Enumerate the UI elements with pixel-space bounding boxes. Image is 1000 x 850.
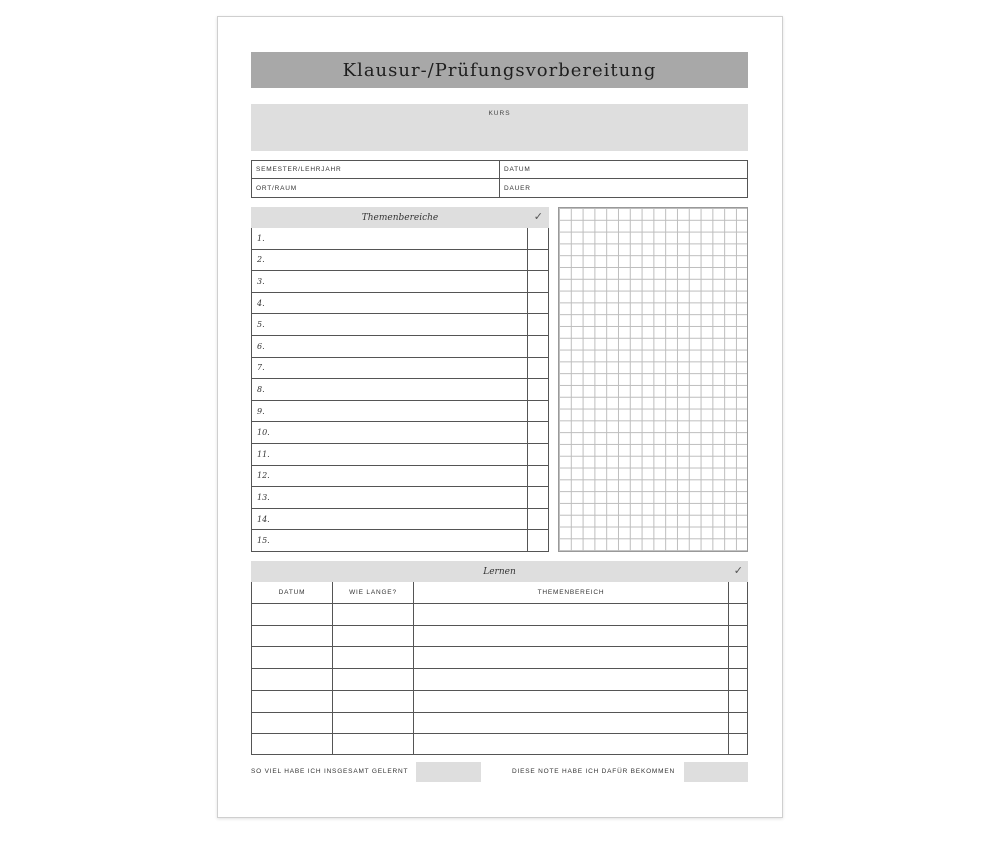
topic-number: 8. <box>257 384 265 394</box>
dauer-field[interactable] <box>500 179 747 197</box>
lernen-header-label: Lernen <box>483 566 516 577</box>
lernen-header <box>251 561 748 582</box>
topics-header <box>251 207 549 228</box>
table-row-divider <box>252 603 747 604</box>
topic-row[interactable] <box>252 336 527 358</box>
topic-row[interactable] <box>252 401 527 423</box>
topic-checkbox[interactable] <box>527 271 549 293</box>
page-title <box>251 52 748 88</box>
topic-row[interactable] <box>252 530 527 552</box>
topic-checkbox[interactable] <box>527 314 549 336</box>
topic-checkbox[interactable] <box>527 466 549 488</box>
topic-row[interactable] <box>252 314 527 336</box>
dauer-label: DAUER <box>504 184 531 192</box>
table-row-divider <box>252 690 747 691</box>
topic-checkbox[interactable] <box>527 422 549 444</box>
kurs-field[interactable] <box>251 104 748 151</box>
topic-number: 5. <box>257 320 265 330</box>
topic-row[interactable] <box>252 271 527 293</box>
topic-checkbox[interactable] <box>527 487 549 509</box>
table-row-divider <box>252 625 747 626</box>
topic-row[interactable] <box>252 228 527 250</box>
topic-row[interactable] <box>252 379 527 401</box>
topic-row[interactable] <box>252 509 527 531</box>
meta-table <box>251 160 748 198</box>
topic-row[interactable] <box>252 250 527 272</box>
semester-field[interactable] <box>252 161 500 179</box>
table-row-divider <box>252 668 747 669</box>
table-row-divider <box>252 712 747 713</box>
datum-label: DATUM <box>504 166 531 173</box>
grade-label-text: DIESE NOTE HABE ICH DAFÜR BEKOMMEN <box>512 768 675 775</box>
topic-checkbox[interactable] <box>527 401 549 423</box>
kurs-label: KURS <box>488 110 511 117</box>
topic-number: 7. <box>257 363 265 373</box>
topic-number: 6. <box>257 341 265 351</box>
ort-label: ORT/RAUM <box>256 184 297 192</box>
topics-header-label: Themenbereiche <box>361 212 439 223</box>
topic-checkbox[interactable] <box>527 358 549 380</box>
checkmark-icon: ✓ <box>733 564 743 577</box>
grade-label <box>512 768 675 775</box>
topic-number: 11. <box>257 449 270 459</box>
topic-checkbox[interactable] <box>527 444 549 466</box>
datum-field[interactable] <box>500 161 747 179</box>
topic-checkbox[interactable] <box>527 293 549 315</box>
column-header-themenbereich <box>414 582 728 603</box>
topic-number: 3. <box>257 276 265 286</box>
topic-number: 10. <box>257 428 270 438</box>
total-time-label <box>251 768 408 775</box>
topic-number: 13. <box>257 492 270 502</box>
topic-number: 9. <box>257 406 265 416</box>
total-time-label-text: SO VIEL HABE ICH INSGESAMT GELERNT <box>251 768 409 775</box>
topic-checkbox[interactable] <box>527 530 549 552</box>
ort-field[interactable] <box>252 179 500 197</box>
semester-label: SEMESTER/LEHRJAHR <box>256 166 342 173</box>
page-title-text: Klausur-/Prüfungsvorbereitung <box>342 59 657 81</box>
topic-row[interactable] <box>252 487 527 509</box>
topic-row[interactable] <box>252 293 527 315</box>
topic-checkbox[interactable] <box>527 509 549 531</box>
topic-row[interactable] <box>252 444 527 466</box>
topic-checkbox[interactable] <box>527 228 549 250</box>
topic-number: 14. <box>257 514 270 524</box>
grade-field[interactable] <box>684 762 748 782</box>
column-header-label: THEMENBEREICH <box>537 589 605 596</box>
topic-number: 2. <box>257 255 265 265</box>
column-header-label: DATUM <box>278 589 306 596</box>
topic-checkbox[interactable] <box>527 336 549 358</box>
table-row-divider <box>252 646 747 647</box>
table-row-divider <box>252 733 747 734</box>
topic-row[interactable] <box>252 422 527 444</box>
topic-checkbox[interactable] <box>527 379 549 401</box>
total-time-field[interactable] <box>416 762 481 782</box>
topic-number: 12. <box>257 471 270 481</box>
topic-row[interactable] <box>252 466 527 488</box>
topic-number: 15. <box>257 536 270 546</box>
column-header-wie-lange <box>333 582 413 603</box>
grid-notes-area[interactable] <box>558 207 748 552</box>
topic-number: 1. <box>257 233 265 243</box>
column-header-datum <box>252 582 332 603</box>
topic-row[interactable] <box>252 358 527 380</box>
checkmark-icon: ✓ <box>533 210 543 223</box>
lernen-table <box>251 582 748 755</box>
topic-checkbox[interactable] <box>527 250 549 272</box>
topic-number: 4. <box>257 298 265 308</box>
topics-list <box>251 228 549 552</box>
column-header-label: WIE LANGE? <box>349 589 397 596</box>
